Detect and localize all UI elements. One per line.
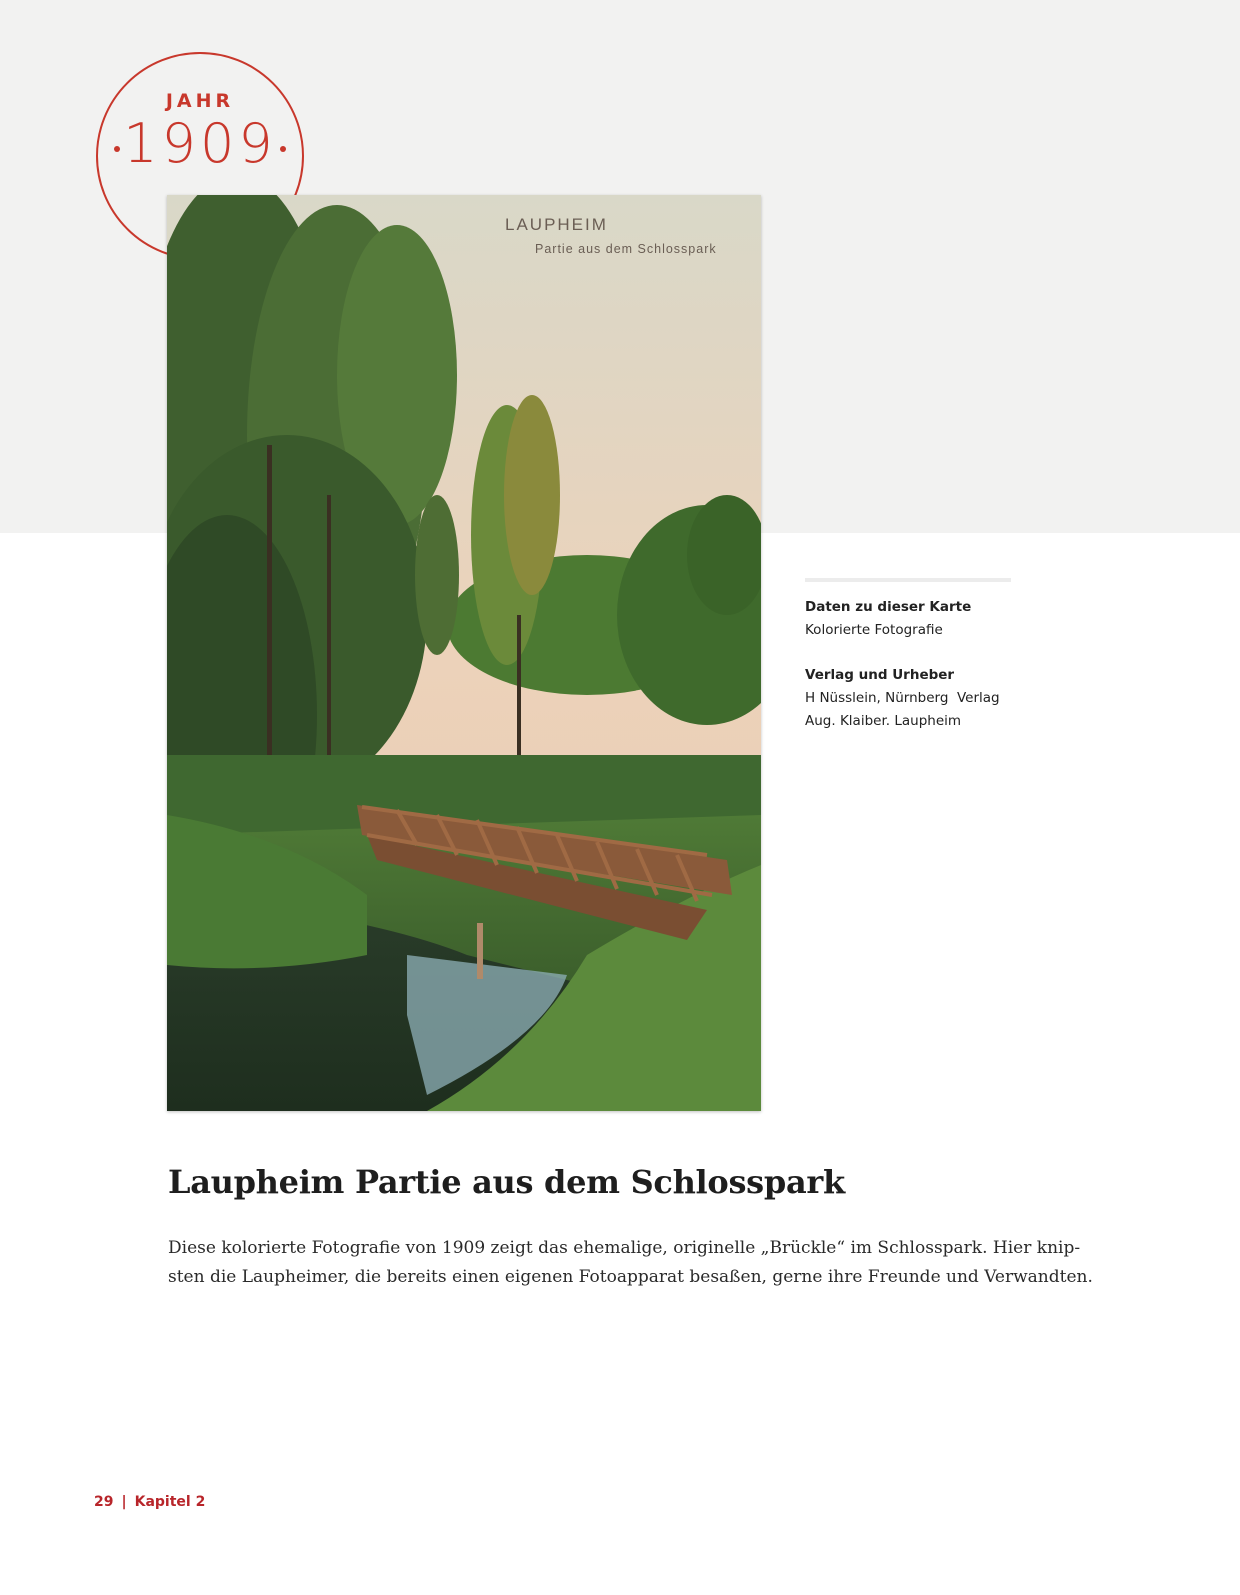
postcard-illustration: [167, 195, 761, 1111]
info-card-type: Kolorierte Fotografie: [805, 622, 943, 638]
info-heading-card-data: Daten zu dieser Karte: [805, 599, 972, 615]
page-footer: [94, 1494, 205, 1510]
footer-separator: |: [121, 1494, 127, 1510]
postcard-subtitle: Partie aus dem Schlosspark: [535, 242, 717, 256]
info-divider: [805, 578, 1011, 582]
postcard-title: LAUPHEIM: [505, 215, 608, 234]
info-publisher-line2: Aug. Klaiber. Laupheim: [805, 713, 962, 729]
card-info-panel: [805, 578, 1011, 733]
article-title: Laupheim Partie aus dem Schlosspark: [168, 1163, 845, 1201]
stamp-dot-right: [280, 146, 286, 152]
info-publisher-line1: H Nüsslein, Nürnberg Verlag: [805, 690, 1000, 706]
stamp-year: 1909: [123, 112, 277, 175]
page-number: 29: [94, 1494, 114, 1510]
chapter-label: Kapitel 2: [134, 1494, 206, 1510]
postcard-image: [167, 195, 761, 1111]
info-heading-publisher: Verlag und Urheber: [805, 667, 955, 683]
article-body: Diese kolorierte Fotografie von 1909 zeigt das ehemalige, originelle „Brückle“ im Schlosspark. Hier knip-sten die Laupheimer, die bereits einen eigenen Fotoapparat besaßen, gerne ihre Freunde und Verwandten.: [168, 1238, 1093, 1287]
stamp-label: JAHR: [165, 90, 235, 112]
